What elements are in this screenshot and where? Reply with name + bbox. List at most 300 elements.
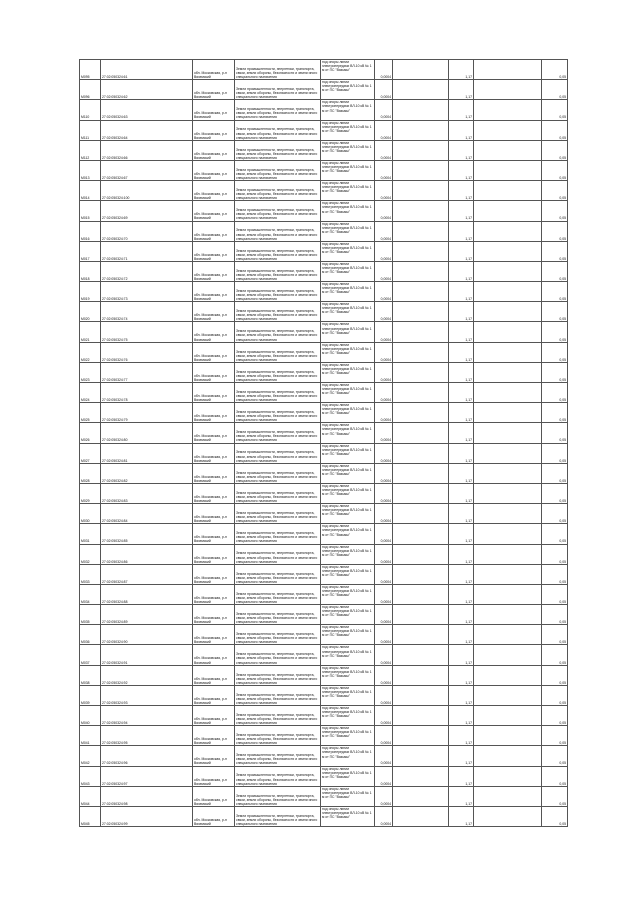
permitted-use: под опоры линии электропередачи ВЛ-10 кВ № 1 м от ПС "Вязьмы" <box>321 806 375 826</box>
permitted-use: под опоры линии электропередачи ВЛ-10 кВ № 1 м от ПС "Вязьмы" <box>321 463 375 483</box>
cadastral-number: 27:02:050324:91 <box>101 645 193 665</box>
area: 0,0004 <box>375 322 393 342</box>
land-category: Земли промышленности, энергетики, транспорта, связи, земли обороны, безопасности и земли иного специального назначения <box>235 564 321 584</box>
cadastral-number: 27:02:050324:74 <box>101 302 193 322</box>
empty-cell <box>474 60 542 80</box>
cadastral-number: 27:02:050324:76 <box>101 342 193 362</box>
table-row <box>80 362 568 382</box>
land-category: Земли промышленности, энергетики, транспорта, связи, земли обороны, безопасности и земли иного специального назначения <box>235 362 321 382</box>
coefficient: 1,17 <box>449 302 474 322</box>
table-row <box>80 302 568 322</box>
empty-cell <box>474 605 542 625</box>
permitted-use: под опоры линии электропередачи ВЛ-10 кВ № 1 м от ПС "Вязьмы" <box>321 100 375 120</box>
value: 0,05 <box>542 201 568 221</box>
cadastral-number: 27:02:050324:69 <box>101 201 193 221</box>
address: обл. Московская, р-н Вяземский <box>193 584 235 604</box>
cadastral-number: 27:02:050324:80 <box>101 423 193 443</box>
row-id: М044 <box>80 786 101 806</box>
empty-cell <box>474 181 542 201</box>
permitted-use: под опоры линии электропередачи ВЛ-10 кВ № 1 м от ПС "Вязьмы" <box>321 584 375 604</box>
cadastral-number: 27:02:050324:90 <box>101 625 193 645</box>
table-row <box>80 584 568 604</box>
empty-cell <box>393 181 449 201</box>
empty-cell <box>393 241 449 261</box>
address: обл. Московская, р-н Вяземский <box>193 342 235 362</box>
address: обл. Московская, р-н Вяземский <box>193 120 235 140</box>
empty-cell <box>393 564 449 584</box>
empty-cell <box>393 423 449 443</box>
address: обл. Московская, р-н Вяземский <box>193 241 235 261</box>
value: 0,05 <box>542 806 568 826</box>
empty-cell <box>474 443 542 463</box>
row-id: М015 <box>80 201 101 221</box>
coefficient: 1,17 <box>449 645 474 665</box>
coefficient: 1,17 <box>449 423 474 443</box>
table-row <box>80 645 568 665</box>
value: 0,05 <box>542 342 568 362</box>
address: обл. Московская, р-н Вяземский <box>193 443 235 463</box>
coefficient: 1,17 <box>449 605 474 625</box>
row-id: М111 <box>80 120 101 140</box>
empty-cell <box>474 423 542 443</box>
coefficient: 1,17 <box>449 140 474 160</box>
land-category: Земли промышленности, энергетики, транспорта, связи, земли обороны, безопасности и земли иного специального назначения <box>235 746 321 766</box>
row-id: М039 <box>80 685 101 705</box>
row-id: М027 <box>80 443 101 463</box>
empty-cell <box>474 564 542 584</box>
empty-cell <box>393 726 449 746</box>
row-id: М029 <box>80 483 101 503</box>
permitted-use: под опоры линии электропередачи ВЛ-10 кВ № 1 м от ПС "Вязьмы" <box>321 625 375 645</box>
address: обл. Московская, р-н Вяземский <box>193 282 235 302</box>
table-row <box>80 806 568 826</box>
area: 0,0004 <box>375 362 393 382</box>
value: 0,05 <box>542 766 568 786</box>
area: 0,0004 <box>375 120 393 140</box>
address: обл. Московская, р-н Вяземский <box>193 625 235 645</box>
value: 0,05 <box>542 463 568 483</box>
empty-cell <box>474 706 542 726</box>
area: 0,0004 <box>375 80 393 100</box>
permitted-use: под опоры линии электропередачи ВЛ-10 кВ № 1 м от ПС "Вязьмы" <box>321 605 375 625</box>
address: обл. Московская, р-н Вяземский <box>193 140 235 160</box>
land-category: Земли промышленности, энергетики, транспорта, связи, земли обороны, безопасности и земли иного специального назначения <box>235 160 321 180</box>
area: 0,0004 <box>375 584 393 604</box>
area: 0,0004 <box>375 403 393 423</box>
area: 0,0004 <box>375 544 393 564</box>
empty-cell <box>393 342 449 362</box>
coefficient: 1,17 <box>449 201 474 221</box>
row-id: М025 <box>80 403 101 423</box>
coefficient: 1,17 <box>449 403 474 423</box>
empty-cell <box>393 766 449 786</box>
row-id: М030 <box>80 504 101 524</box>
land-category: Земли промышленности, энергетики, транспорта, связи, земли обороны, безопасности и земли иного специального назначения <box>235 584 321 604</box>
area: 0,0004 <box>375 806 393 826</box>
table-row <box>80 221 568 241</box>
coefficient: 1,17 <box>449 100 474 120</box>
cadastral-number: 27:02:050324:67 <box>101 160 193 180</box>
empty-cell <box>393 806 449 826</box>
cadastral-number: 27:02:050324:73 <box>101 282 193 302</box>
empty-cell <box>393 201 449 221</box>
table-row <box>80 766 568 786</box>
empty-cell <box>393 463 449 483</box>
value: 0,05 <box>542 60 568 80</box>
cadastral-number: 27:02:050324:86 <box>101 544 193 564</box>
row-id: М040 <box>80 706 101 726</box>
value: 0,05 <box>542 564 568 584</box>
cadastral-number: 27:02:050324:88 <box>101 584 193 604</box>
permitted-use: под опоры линии электропередачи ВЛ-10 кВ № 1 м от ПС "Вязьмы" <box>321 766 375 786</box>
area: 0,0004 <box>375 221 393 241</box>
coefficient: 1,17 <box>449 786 474 806</box>
area: 0,0004 <box>375 504 393 524</box>
permitted-use: под опоры линии электропередачи ВЛ-10 кВ № 1 м от ПС "Вязьмы" <box>321 140 375 160</box>
address: обл. Московская, р-н Вяземский <box>193 302 235 322</box>
coefficient: 1,17 <box>449 443 474 463</box>
land-category: Земли промышленности, энергетики, транспорта, связи, земли обороны, безопасности и земли иного специального назначения <box>235 120 321 140</box>
empty-cell <box>393 786 449 806</box>
table-row <box>80 423 568 443</box>
permitted-use: под опоры линии электропередачи ВЛ-10 кВ № 1 м от ПС "Вязьмы" <box>321 302 375 322</box>
coefficient: 1,17 <box>449 221 474 241</box>
table-row <box>80 605 568 625</box>
value: 0,05 <box>542 423 568 443</box>
permitted-use: под опоры линии электропередачи ВЛ-10 кВ № 1 м от ПС "Вязьмы" <box>321 483 375 503</box>
land-category: Земли промышленности, энергетики, транспорта, связи, земли обороны, безопасности и земли иного специального назначения <box>235 140 321 160</box>
area: 0,0004 <box>375 261 393 281</box>
table-row <box>80 504 568 524</box>
land-category: Земли промышленности, энергетики, транспорта, связи, земли обороны, безопасности и земли иного специального назначения <box>235 201 321 221</box>
cadastral-number: 27:02:050324:92 <box>101 665 193 685</box>
empty-cell <box>393 362 449 382</box>
empty-cell <box>393 504 449 524</box>
empty-cell <box>474 261 542 281</box>
cadastral-number: 27:02:050324:82 <box>101 463 193 483</box>
table-row <box>80 544 568 564</box>
permitted-use: под опоры линии электропередачи ВЛ-10 кВ № 1 м от ПС "Вязьмы" <box>321 564 375 584</box>
land-category: Земли промышленности, энергетики, транспорта, связи, земли обороны, безопасности и земли иного специального назначения <box>235 443 321 463</box>
cadastral-number: 27:02:050324:72 <box>101 261 193 281</box>
row-id: М028 <box>80 463 101 483</box>
cadastral-number: 27:02:050324:61 <box>101 60 193 80</box>
empty-cell <box>474 100 542 120</box>
table-row <box>80 625 568 645</box>
empty-cell <box>474 726 542 746</box>
row-id: М036 <box>80 625 101 645</box>
table-row <box>80 726 568 746</box>
permitted-use: под опоры линии электропередачи ВЛ-10 кВ № 1 м от ПС "Вязьмы" <box>321 665 375 685</box>
empty-cell <box>393 605 449 625</box>
land-category: Земли промышленности, энергетики, транспорта, связи, земли обороны, безопасности и земли иного специального назначения <box>235 685 321 705</box>
empty-cell <box>393 302 449 322</box>
permitted-use: под опоры линии электропередачи ВЛ-10 кВ № 1 м от ПС "Вязьмы" <box>321 120 375 140</box>
land-category: Земли промышленности, энергетики, транспорта, связи, земли обороны, безопасности и земли иного специального назначения <box>235 463 321 483</box>
table-row <box>80 685 568 705</box>
cadastral-number: 27:02:050324:98 <box>101 786 193 806</box>
table-row <box>80 383 568 403</box>
land-category: Земли промышленности, энергетики, транспорта, связи, земли обороны, безопасности и земли иного специального назначения <box>235 665 321 685</box>
permitted-use: под опоры линии электропередачи ВЛ-10 кВ № 1 м от ПС "Вязьмы" <box>321 524 375 544</box>
permitted-use: под опоры линии электропередачи ВЛ-10 кВ № 1 м от ПС "Вязьмы" <box>321 362 375 382</box>
area: 0,0004 <box>375 383 393 403</box>
value: 0,05 <box>542 362 568 382</box>
table-row <box>80 342 568 362</box>
table-row <box>80 241 568 261</box>
empty-cell <box>474 383 542 403</box>
area: 0,0004 <box>375 625 393 645</box>
coefficient: 1,17 <box>449 342 474 362</box>
empty-cell <box>393 706 449 726</box>
table-body <box>80 60 568 827</box>
permitted-use: под опоры линии электропередачи ВЛ-10 кВ № 1 м от ПС "Вязьмы" <box>321 685 375 705</box>
coefficient: 1,17 <box>449 120 474 140</box>
table-row <box>80 120 568 140</box>
table-row <box>80 665 568 685</box>
land-category: Земли промышленности, энергетики, транспорта, связи, земли обороны, безопасности и земли иного специального назначения <box>235 181 321 201</box>
cadastral-number: 27:02:050324:79 <box>101 403 193 423</box>
empty-cell <box>474 362 542 382</box>
area: 0,0004 <box>375 302 393 322</box>
value: 0,05 <box>542 383 568 403</box>
empty-cell <box>393 221 449 241</box>
permitted-use: под опоры линии электропередачи ВЛ-10 кВ № 1 м от ПС "Вязьмы" <box>321 746 375 766</box>
cadastral-number: 27:02:050324:84 <box>101 504 193 524</box>
land-category: Земли промышленности, энергетики, транспорта, связи, земли обороны, безопасности и земли иного специального назначения <box>235 483 321 503</box>
row-id: М018 <box>80 261 101 281</box>
cadastral-number: 27:02:050324:78 <box>101 383 193 403</box>
coefficient: 1,17 <box>449 665 474 685</box>
cadastral-number: 27:02:050324:97 <box>101 766 193 786</box>
empty-cell <box>474 766 542 786</box>
coefficient: 1,17 <box>449 746 474 766</box>
row-id: М045 <box>80 806 101 826</box>
row-id: М096 <box>80 80 101 100</box>
table-row <box>80 160 568 180</box>
address: обл. Московская, р-н Вяземский <box>193 786 235 806</box>
value: 0,05 <box>542 483 568 503</box>
area: 0,0004 <box>375 483 393 503</box>
row-id: М110 <box>80 100 101 120</box>
coefficient: 1,17 <box>449 60 474 80</box>
cadastral-number: 27:02:050324:81 <box>101 443 193 463</box>
area: 0,0004 <box>375 706 393 726</box>
row-id: М020 <box>80 302 101 322</box>
area: 0,0004 <box>375 60 393 80</box>
table-row <box>80 483 568 503</box>
land-category: Земли промышленности, энергетики, транспорта, связи, земли обороны, безопасности и земли иного специального назначения <box>235 383 321 403</box>
table-row <box>80 100 568 120</box>
permitted-use: под опоры линии электропередачи ВЛ-10 кВ № 1 м от ПС "Вязьмы" <box>321 261 375 281</box>
empty-cell <box>474 80 542 100</box>
address: обл. Московская, р-н Вяземский <box>193 806 235 826</box>
table-row <box>80 443 568 463</box>
land-category: Земли промышленности, энергетики, транспорта, связи, земли обороны, безопасности и земли иного специального назначения <box>235 322 321 342</box>
empty-cell <box>474 463 542 483</box>
empty-cell <box>393 645 449 665</box>
permitted-use: под опоры линии электропередачи ВЛ-10 кВ № 1 м от ПС "Вязьмы" <box>321 322 375 342</box>
empty-cell <box>393 120 449 140</box>
area: 0,0004 <box>375 423 393 443</box>
area: 0,0004 <box>375 160 393 180</box>
area: 0,0004 <box>375 726 393 746</box>
cadastral-number: 27:02:050324:63 <box>101 100 193 120</box>
value: 0,05 <box>542 584 568 604</box>
cadastral-number: 27:02:050324:99 <box>101 806 193 826</box>
value: 0,05 <box>542 504 568 524</box>
empty-cell <box>393 160 449 180</box>
empty-cell <box>474 786 542 806</box>
table-row <box>80 140 568 160</box>
permitted-use: под опоры линии электропередачи ВЛ-10 кВ № 1 м от ПС "Вязьмы" <box>321 181 375 201</box>
coefficient: 1,17 <box>449 362 474 382</box>
value: 0,05 <box>542 746 568 766</box>
empty-cell <box>393 584 449 604</box>
permitted-use: под опоры линии электропередачи ВЛ-10 кВ № 1 м от ПС "Вязьмы" <box>321 282 375 302</box>
row-id: М112 <box>80 140 101 160</box>
coefficient: 1,17 <box>449 483 474 503</box>
address: обл. Московская, р-н Вяземский <box>193 605 235 625</box>
row-id: М034 <box>80 584 101 604</box>
cadastral-number: 27:02:050324:77 <box>101 362 193 382</box>
value: 0,05 <box>542 120 568 140</box>
area: 0,0004 <box>375 665 393 685</box>
land-category: Земли промышленности, энергетики, транспорта, связи, земли обороны, безопасности и земли иного специального назначения <box>235 504 321 524</box>
row-id: М037 <box>80 645 101 665</box>
cadastral-number: 27:02:050324:89 <box>101 605 193 625</box>
address: обл. Московская, р-н Вяземский <box>193 160 235 180</box>
empty-cell <box>474 322 542 342</box>
permitted-use: под опоры линии электропередачи ВЛ-10 кВ № 1 м от ПС "Вязьмы" <box>321 241 375 261</box>
coefficient: 1,17 <box>449 564 474 584</box>
row-id: М022 <box>80 342 101 362</box>
area: 0,0004 <box>375 645 393 665</box>
empty-cell <box>474 746 542 766</box>
empty-cell <box>474 201 542 221</box>
coefficient: 1,17 <box>449 181 474 201</box>
row-id: М033 <box>80 564 101 584</box>
land-category: Земли промышленности, энергетики, транспорта, связи, земли обороны, безопасности и земли иного специального назначения <box>235 241 321 261</box>
empty-cell <box>393 685 449 705</box>
cadastral-number: 27:02:050324:85 <box>101 524 193 544</box>
area: 0,0004 <box>375 282 393 302</box>
empty-cell <box>474 160 542 180</box>
empty-cell <box>393 261 449 281</box>
empty-cell <box>474 483 542 503</box>
land-category: Земли промышленности, энергетики, транспорта, связи, земли обороны, безопасности и земли иного специального назначения <box>235 786 321 806</box>
address: обл. Московская, р-н Вяземский <box>193 483 235 503</box>
area: 0,0004 <box>375 443 393 463</box>
address: обл. Московская, р-н Вяземский <box>193 60 235 80</box>
value: 0,05 <box>542 706 568 726</box>
land-category: Земли промышленности, энергетики, транспорта, связи, земли обороны, безопасности и земли иного специального назначения <box>235 766 321 786</box>
cadastral-number: 27:02:050324:62 <box>101 80 193 100</box>
permitted-use: под опоры линии электропередачи ВЛ-10 кВ № 1 м от ПС "Вязьмы" <box>321 786 375 806</box>
row-id: М042 <box>80 746 101 766</box>
value: 0,05 <box>542 261 568 281</box>
land-category: Земли промышленности, энергетики, транспорта, связи, земли обороны, безопасности и земли иного специального назначения <box>235 100 321 120</box>
permitted-use: под опоры линии электропередачи ВЛ-10 кВ № 1 м от ПС "Вязьмы" <box>321 726 375 746</box>
table-row <box>80 60 568 80</box>
empty-cell <box>393 140 449 160</box>
cadastral-number: 27:02:050324:70 <box>101 221 193 241</box>
permitted-use: под опоры линии электропередачи ВЛ-10 кВ № 1 м от ПС "Вязьмы" <box>321 544 375 564</box>
table-row <box>80 80 568 100</box>
cadastral-number: 27:02:050324:83 <box>101 483 193 503</box>
empty-cell <box>393 80 449 100</box>
land-category: Земли промышленности, энергетики, транспорта, связи, земли обороны, безопасности и земли иного специального назначения <box>235 221 321 241</box>
land-category: Земли промышленности, энергетики, транспорта, связи, земли обороны, безопасности и земли иного специального назначения <box>235 80 321 100</box>
table-row <box>80 564 568 584</box>
land-category: Земли промышленности, энергетики, транспорта, связи, земли обороны, безопасности и земли иного специального назначения <box>235 544 321 564</box>
address: обл. Московская, р-н Вяземский <box>193 645 235 665</box>
land-category: Земли промышленности, энергетики, транспорта, связи, земли обороны, безопасности и земли иного специального назначения <box>235 625 321 645</box>
address: обл. Московская, р-н Вяземский <box>193 564 235 584</box>
area: 0,0004 <box>375 766 393 786</box>
coefficient: 1,17 <box>449 685 474 705</box>
permitted-use: под опоры линии электропередачи ВЛ-10 кВ № 1 м от ПС "Вязьмы" <box>321 80 375 100</box>
area: 0,0004 <box>375 342 393 362</box>
coefficient: 1,17 <box>449 80 474 100</box>
address: обл. Московская, р-н Вяземский <box>193 685 235 705</box>
area: 0,0004 <box>375 605 393 625</box>
empty-cell <box>474 685 542 705</box>
address: обл. Московская, р-н Вяземский <box>193 463 235 483</box>
value: 0,05 <box>542 181 568 201</box>
empty-cell <box>474 645 542 665</box>
row-id: М019 <box>80 282 101 302</box>
coefficient: 1,17 <box>449 261 474 281</box>
permitted-use: под опоры линии электропередачи ВЛ-10 кВ № 1 м от ПС "Вязьмы" <box>321 160 375 180</box>
empty-cell <box>393 383 449 403</box>
coefficient: 1,17 <box>449 241 474 261</box>
empty-cell <box>474 625 542 645</box>
coefficient: 1,17 <box>449 544 474 564</box>
cadastral-number: 27:02:050324:93 <box>101 685 193 705</box>
empty-cell <box>474 544 542 564</box>
address: обл. Московская, р-н Вяземский <box>193 261 235 281</box>
empty-cell <box>393 746 449 766</box>
permitted-use: под опоры линии электропередачи ВЛ-10 кВ № 1 м от ПС "Вязьмы" <box>321 706 375 726</box>
cadastral-number: 27:02:050324:95 <box>101 726 193 746</box>
value: 0,05 <box>542 524 568 544</box>
land-plots-table <box>79 59 568 827</box>
value: 0,05 <box>542 80 568 100</box>
address: обл. Московская, р-н Вяземский <box>193 383 235 403</box>
coefficient: 1,17 <box>449 726 474 746</box>
address: обл. Московская, р-н Вяземский <box>193 100 235 120</box>
permitted-use: под опоры линии электропередачи ВЛ-10 кВ № 1 м от ПС "Вязьмы" <box>321 201 375 221</box>
area: 0,0004 <box>375 786 393 806</box>
table-row <box>80 261 568 281</box>
land-category: Земли промышленности, энергетики, транспорта, связи, земли обороны, безопасности и земли иного специального назначения <box>235 342 321 362</box>
area: 0,0004 <box>375 140 393 160</box>
table-row <box>80 201 568 221</box>
empty-cell <box>474 120 542 140</box>
value: 0,05 <box>542 625 568 645</box>
table-row <box>80 181 568 201</box>
row-id: М024 <box>80 383 101 403</box>
address: обл. Московская, р-н Вяземский <box>193 80 235 100</box>
land-category: Земли промышленности, энергетики, транспорта, связи, земли обороны, безопасности и земли иного специального назначения <box>235 645 321 665</box>
table-row <box>80 706 568 726</box>
coefficient: 1,17 <box>449 282 474 302</box>
land-category: Земли промышленности, энергетики, транспорта, связи, земли обороны, безопасности и земли иного специального назначения <box>235 706 321 726</box>
empty-cell <box>393 282 449 302</box>
value: 0,05 <box>542 221 568 241</box>
permitted-use: под опоры линии электропередачи ВЛ-10 кВ № 1 м от ПС "Вязьмы" <box>321 443 375 463</box>
